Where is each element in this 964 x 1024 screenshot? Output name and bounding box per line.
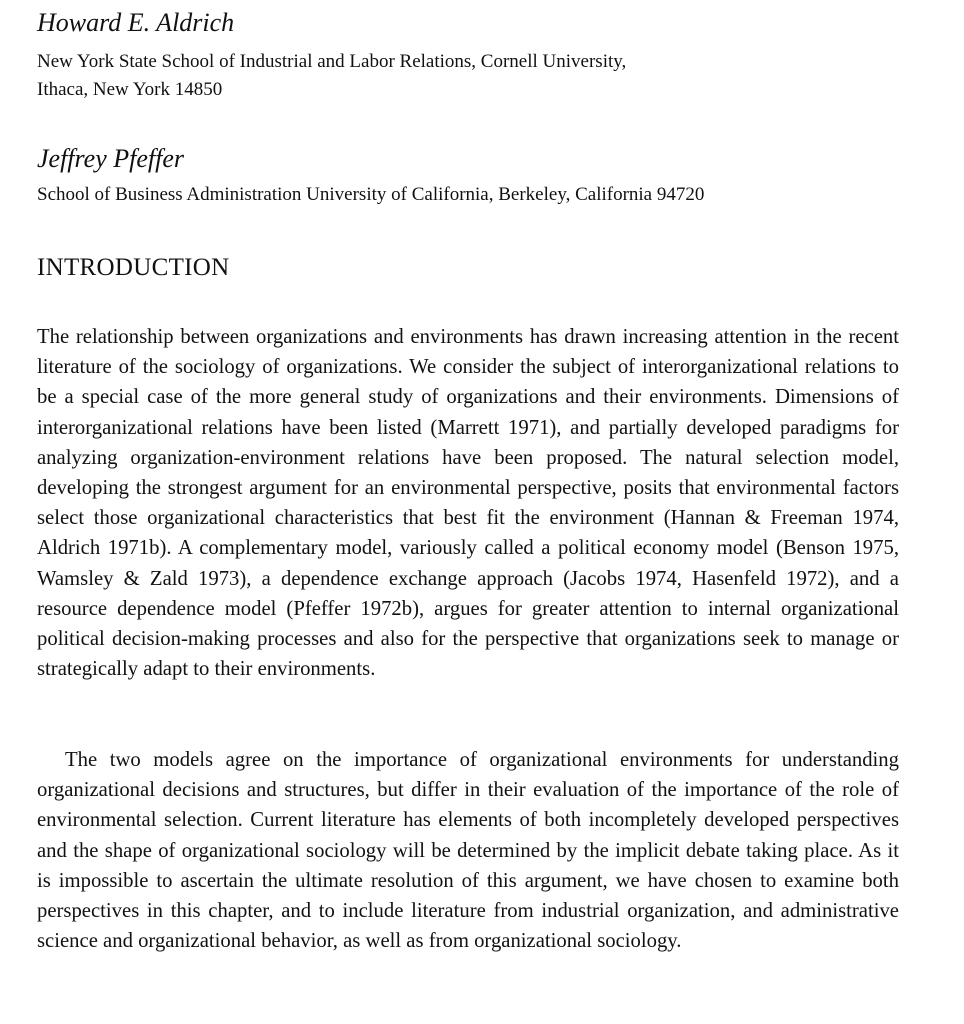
author-name: Howard E. Aldrich (37, 8, 235, 37)
author-affiliation (37, 48, 901, 104)
affiliation-line: Ithaca, New York 14850 (37, 79, 223, 100)
body-paragraph: The relationship between organizations and environments has drawn increasing attention in the recent literature of the sociology of organizations. We consider the subject of interorganizational relations to be a special case of the more general study of organizations and their environments. Dimensions of interorganizational relations have been listed (Marrett 1971), and partially developed paradigms for analyzing organization-environment relations have been proposed. The natural selection model, developing the strongest argument for an environmental perspective, posits that environmental factors select those organizational characteristics that best fit the environment (Hannan & Freeman 1974, Aldrich 1971b). A complementary model, variously called a political economy model (Benson 1975, Wamsley & Zald 1973), a dependence exchange approach (Jacobs 1974, Hasenfeld 1972), and a resource dependence model (Pfeffer 1972b), argues for greater attention to internal organizational political decision-making processes and also for the perspective that organizations seek to manage or strategically adapt to their environments. (37, 326, 899, 681)
author-name: Jeffrey Pfeffer (37, 144, 185, 173)
section-heading: INTRODUCTION (37, 254, 230, 281)
affiliation-line: New York State School of Industrial and Labor Relations, Cornell University, (37, 51, 627, 72)
body-paragraph: The two models agree on the importance of organizational environments for understanding organizational decisions and structures, but differ in their evaluation of the importance of the role of environmental selection. Current literature has elements of both incompletely developed perspectives and the shape of organizational sociology will be determined by the implicit debate taking place. As it is impossible to ascertain the ultimate resolution of this argument, we have chosen to examine both perspectives in this chapter, and to include literature from industrial organization, and administrative science and organizational behavior, as well as from organizational sociology. (37, 749, 899, 953)
author-affiliation: School of Business Administration University of California, Berkeley, California 94720 (37, 184, 705, 205)
